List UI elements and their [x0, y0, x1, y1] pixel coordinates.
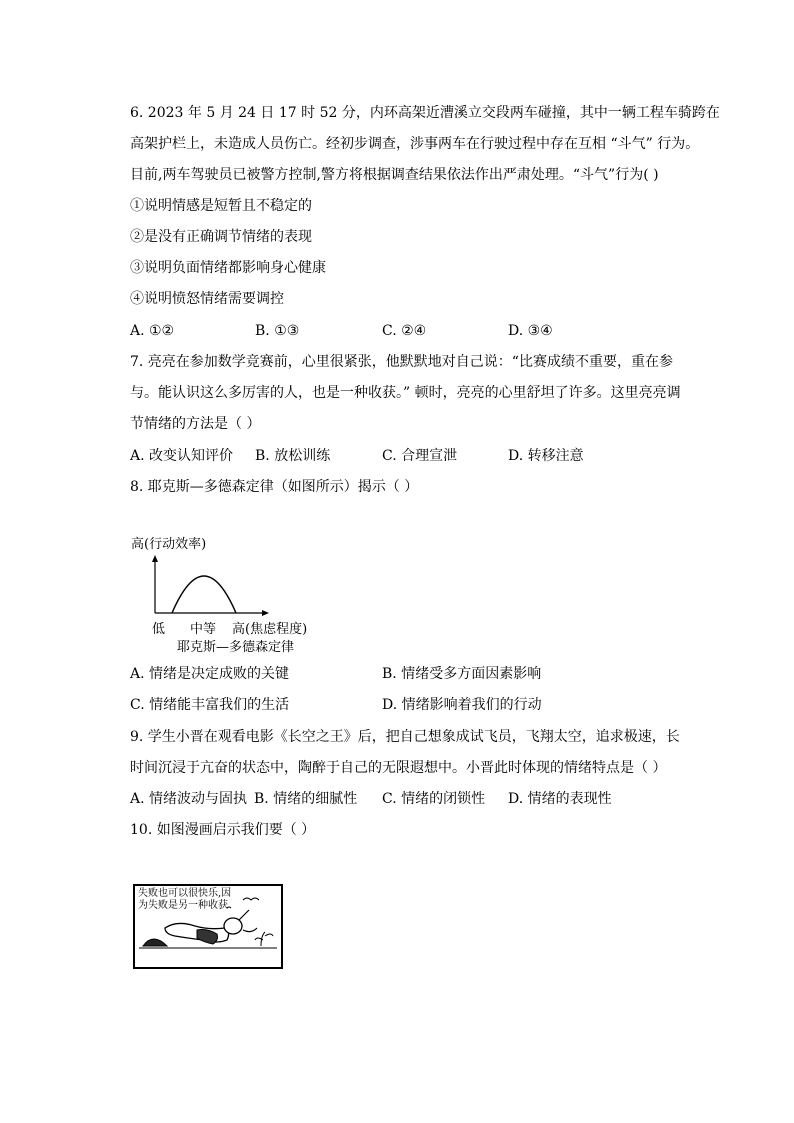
- q7-option-b[interactable]: B. 放松训练: [255, 448, 331, 464]
- q6-line-1: 6. 2023 年 5 月 24 日 17 时 52 分，内环高架近漕溪立交段两车碰撞，其中一辆工程车骑跨在: [130, 105, 720, 121]
- q9-option-c[interactable]: C. 情绪的闭锁性: [382, 791, 486, 807]
- q10-line: 10. 如图漫画启示我们要（ ）: [130, 822, 316, 838]
- figure-x-high: 高(焦虑程度): [232, 622, 308, 637]
- comic-drawing: [135, 886, 281, 967]
- comic-caption-line-2: 为失败是另一种收获: [138, 900, 228, 911]
- figure-x-mid: 中等: [190, 622, 217, 637]
- q8-option-c[interactable]: C. 情绪能丰富我们的生活: [130, 697, 290, 713]
- q6-option-d[interactable]: D. ③④: [508, 323, 553, 339]
- q7-line-1: 7. 亮亮在参加数学竞赛前，心里很紧张，他默默地对自己说：“比赛成绩不重要，重在参: [130, 354, 673, 370]
- figure-x-low: 低: [152, 622, 166, 637]
- q6-line-3: 目前,两车驾驶员已被警方控制,警方将根据调查结果依法作出严肃处理。“斗气”行为( ): [130, 167, 659, 183]
- q8-option-a[interactable]: A. 情绪是决定成败的关键: [130, 666, 290, 682]
- comic-image: [133, 884, 283, 969]
- q7-option-d[interactable]: D. 转移注意: [508, 448, 584, 464]
- figure-caption: 耶克斯—多德森定律: [177, 640, 295, 655]
- q6-option-c[interactable]: C. ②④: [382, 323, 427, 339]
- comic-caption-line-1: 失败也可以很快乐,因: [138, 888, 232, 899]
- figure-y-label: 高(行动效率): [131, 537, 207, 552]
- q6-line-2: 高架护栏上，未造成人员伤亡。经初步调查，涉事两车在行驶过程中存在互相 “斗气” 行为。: [130, 136, 700, 152]
- q9-line-2: 时间沉浸于亢奋的状态中，陶醉于自己的无限遐想中。小晋此时体现的情绪特点是（ ）: [130, 760, 667, 776]
- q6-statement-2: ②是没有正确调节情绪的表现: [130, 229, 312, 245]
- q9-option-b[interactable]: B. 情绪的细腻性: [254, 791, 358, 807]
- q8-option-b[interactable]: B. 情绪受多方面因素影响: [382, 666, 542, 682]
- q9-option-a[interactable]: A. 情绪波动与固执: [130, 791, 248, 807]
- q7-line-2: 与。能认识这么多厉害的人，也是一种收获。” 顿时，亮亮的心里舒坦了许多。这里亮亮调: [130, 385, 681, 401]
- q6-option-a[interactable]: A. ①②: [130, 323, 175, 339]
- q8-option-d[interactable]: D. 情绪影响着我们的行动: [382, 697, 542, 713]
- q6-statement-3: ③说明负面情绪都影响身心健康: [130, 260, 326, 276]
- q6-statement-4: ④说明愤怒情绪需要调控: [130, 291, 284, 307]
- q7-line-3: 节情绪的方法是（ ）: [130, 416, 261, 432]
- q8-line: 8. 耶克斯—多德森定律（如图所示）揭示（ ）: [130, 479, 419, 495]
- q6-statement-1: ①说明情感是短暂且不稳定的: [130, 198, 312, 214]
- figure-axes-curve: [140, 555, 270, 620]
- q9-line-1: 9. 学生小晋在观看电影《长空之王》后，把自己想象成试飞员，飞翔太空，追求极速，长: [130, 729, 680, 745]
- q6-option-b[interactable]: B. ①③: [255, 323, 300, 339]
- q7-option-c[interactable]: C. 合理宣泄: [382, 448, 458, 464]
- q9-option-d[interactable]: D. 情绪的表现性: [508, 791, 612, 807]
- q7-option-a[interactable]: A. 改变认知评价: [130, 448, 234, 464]
